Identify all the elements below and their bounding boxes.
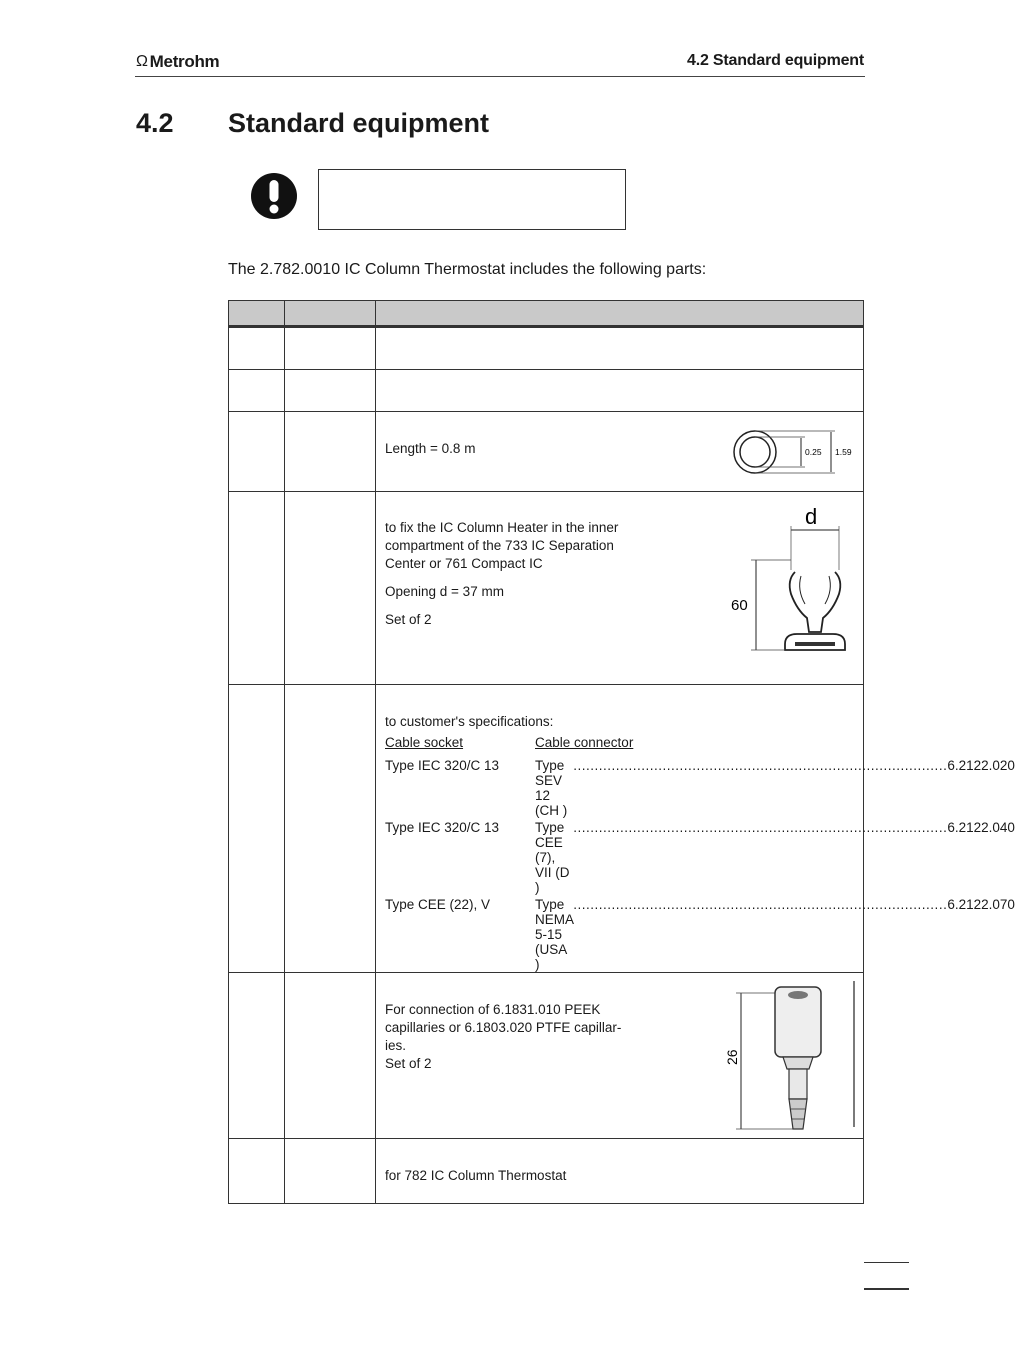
description-cell <box>376 412 864 492</box>
metrohm-logo <box>136 52 219 72</box>
description-cell <box>376 973 864 1139</box>
cable-connector: Type SEV 12 (CH ) <box>535 758 568 818</box>
cable-connector: Type NEMA 5-15 (USA ) <box>535 897 574 972</box>
outer-diameter-label: 1.59 <box>835 447 852 457</box>
table-row <box>229 412 864 492</box>
logo-text: Metrohm <box>149 52 220 71</box>
header-cell <box>229 301 285 327</box>
section-number: 4.2 <box>136 108 174 138</box>
cable-socket: Type IEC 320/C 13 <box>385 820 500 835</box>
table-row <box>229 685 864 973</box>
height-label: 60 <box>731 597 748 614</box>
dot-leader <box>573 820 947 895</box>
header-rule <box>135 76 865 77</box>
description-cell <box>376 370 864 412</box>
order-no-cell <box>285 685 376 973</box>
column-clip-figure <box>721 500 861 672</box>
qty-cell <box>229 685 285 973</box>
cable-connector-line <box>535 820 1015 895</box>
order-no-cell <box>285 327 376 370</box>
order-number: 6.2122.040 <box>947 820 1015 835</box>
dot-leader <box>573 758 947 818</box>
page-number-rule <box>864 1288 909 1290</box>
cable-connector: Type CEE (7), VII (D ) <box>535 820 570 895</box>
clip-opening: Opening d = 37 mm <box>385 584 504 599</box>
height-label: 26 <box>724 1049 740 1065</box>
cable-socket: Type IEC 320/C 13 <box>385 758 500 773</box>
running-header: 4.2 Standard equipment <box>687 52 864 69</box>
description-cell <box>376 492 864 685</box>
table-row <box>229 327 864 370</box>
pressure-screw-figure <box>721 981 861 1133</box>
table-header-row <box>229 301 864 327</box>
fitting-description: For connection of 6.1831.010 PEEK capillaries or 6.1803.020 PTFE capillar-ies. <box>385 1002 622 1053</box>
page-number-rule <box>864 1262 909 1263</box>
length-text: Length = 0.8 m <box>385 441 476 456</box>
cover-description: for 782 IC Column Thermostat <box>385 1168 567 1183</box>
qty-cell <box>229 327 285 370</box>
description-cell <box>376 327 864 370</box>
cable-socket-header: Cable socket <box>385 735 464 750</box>
qty-cell <box>229 1139 285 1204</box>
fitting-set: Set of 2 <box>385 1056 432 1071</box>
opening-label: d <box>805 504 818 529</box>
header-cell <box>285 301 376 327</box>
cable-connector-header: Cable connector <box>535 735 634 750</box>
clip-set: Set of 2 <box>385 612 432 627</box>
dot-leader <box>573 897 947 972</box>
exclamation-icon <box>250 172 298 220</box>
cable-intro: to customer's specifications: <box>385 714 554 729</box>
table-row <box>229 1139 864 1204</box>
header-cell <box>376 301 864 327</box>
qty-cell <box>229 370 285 412</box>
note-box <box>318 169 626 230</box>
order-no-cell <box>285 492 376 685</box>
qty-cell <box>229 492 285 685</box>
intro-text: The 2.782.0010 IC Column Thermostat includes the following parts: <box>228 261 707 278</box>
omega-icon: Ω <box>136 53 148 70</box>
order-no-cell <box>285 1139 376 1204</box>
table-row <box>229 370 864 412</box>
qty-cell <box>229 412 285 492</box>
table-row <box>229 973 864 1139</box>
cable-table <box>385 735 1015 972</box>
qty-cell <box>229 973 285 1139</box>
section-title: Standard equipment <box>228 108 490 138</box>
order-no-cell <box>285 973 376 1139</box>
inner-diameter-label: 0.25 <box>805 447 822 457</box>
clip-description: to fix the IC Column Heater in the inner compartment of the 733 IC Separation Center or 761 Compact IC <box>385 520 619 571</box>
parts-table <box>228 300 1015 1204</box>
cable-connector-line <box>535 897 1015 972</box>
table-row <box>229 492 864 685</box>
description-cell <box>376 685 1015 973</box>
tubing-cross-section-figure <box>731 428 861 476</box>
order-no-cell <box>285 370 376 412</box>
cable-socket: Type CEE (22), V <box>385 897 491 912</box>
order-no-cell <box>285 412 376 492</box>
order-number: 6.2122.020 <box>947 758 1015 773</box>
order-number: 6.2122.070 <box>947 897 1015 912</box>
cable-connector-line <box>535 758 1015 818</box>
description-cell <box>376 1139 864 1204</box>
